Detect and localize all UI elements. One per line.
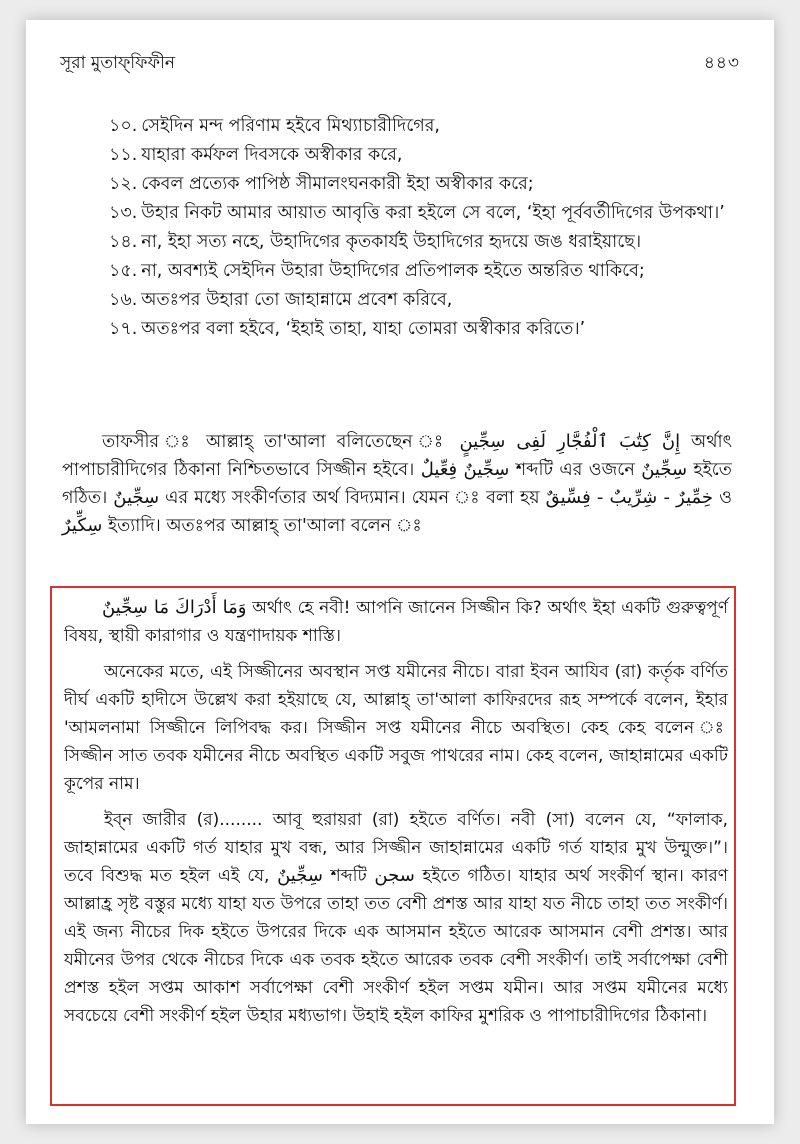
surah-title: সূরা মুতাফ্‌ফিফীন [60, 53, 176, 73]
verse-11: ১১. যাহারা কর্মফল দিবসকে অস্বীকার করে, [109, 145, 403, 165]
verse-14: ১৪. না, ইহা সত্য নহে, উহাদিগের কৃতকার্যই উহাদিগের হৃদয়ে জঙ ধরাইয়াছে। [109, 232, 642, 252]
box-paragraph-2: অনেকের মতে, এই সিজ্জীনের অবস্থান সপ্ত যমীনের নীচে। বারা ইবন আযিব (রা) কর্তৃক বর্ণিত দীর্ঘ একটি হাদীসে উল্লেখ করা হইয়াছে যে, আল্লাহ্ তা'আলা কাফিরদের রূহ সম্পর্কে বলেন, ইহার 'আমলনামা সিজ্জীনে লিপিবদ্ধ কর। সিজ্জীন সপ্ত যমীনের নীচে অবস্থিত। কেহ কেহ বলেন ঃ সিজ্জীন সাত তবক যমীনের নীচে অবস্থিত একটি সবুজ পাথরের নাম। কেহ বলেন, জাহান্নামের একটি কূপের নাম। [64, 662, 728, 794]
verse-13: ১৩. উহার নিকট আমার আয়াত আবৃত্তি করা হইলে সে বলে, ‘ইহা পূর্ববর্তীদিগের উপকথা।’ [109, 203, 725, 223]
tafsir-section [62, 428, 732, 540]
arabic-verse: إِنَّ كِتَٰبَ ٱلْفُجَّارِ لَفِى سِجِّينٍ [459, 431, 681, 452]
verse-10: ১০. সেইদিন মন্দ পরিণাম হইবে মিথ্যাচারীদিগের, [109, 116, 440, 136]
verse-list [62, 112, 732, 344]
highlighted-passage [64, 594, 728, 1038]
arabic-verse: وَمَا أَدْرَاكَ مَا سِجِّينٌ [102, 597, 247, 618]
page-header [40, 50, 740, 80]
verse-12: ১২. কেবল প্রত্যেক পাপিষ্ঠ সীমালংঘনকারী ইহা অস্বীকার করে; [109, 174, 534, 194]
tafsir-paragraph: তাফসীর ঃ আল্লাহ্ তা'আলা বলিতেছেন ঃ إِنَّ كِتَٰبَ ٱلْفُجَّارِ لَفِى سِجِّينٍ অর্থাৎ পাপাচারীদিগের ঠিকানা নিশ্চিতভাবে সিজ্জীন হইবে। فِعِّيلٌ سِجِّينٌ শব্দটি এর ওজনে سِجِّينٌ হইতে গঠিত। سِجِّينٌ এর মধ্যে সংকীর্ণতার অর্থ বিদ্যমান। যেমন ঃ বলা হয় خِمِّيرٌ - شِرِّيبٌ - فِسِّيقٌ ও سِكِّيرٌ ইত্যাদি। অতঃপর আল্লাহ্ তা'আলা বলেন ঃ [62, 431, 732, 536]
page-number: ৪৪৩ [703, 53, 740, 73]
box-paragraph-3: ইব্ন জারীর (র)........ আবূ হুরায়রা (রা) হইতে বর্ণিত। নবী (সা) বলেন যে, “ফালাক, জাহান্নামের একটি গর্ত যাহার মুখ বন্ধ, আর সিজ্জীন জাহান্নামের একটি গর্ত যাহার মুখ উন্মুক্ত।”। তবে বিশুদ্ধ মত হইল এই যে, سِجِّينٌ শব্দটি سجن হইতে গঠিত। যাহার অর্থ সংকীর্ণ স্থান। কারণ আল্লাহ্র সৃষ্ট বস্তুর মধ্যে যাহা যত উপরে তাহা তত বেশী প্রশস্ত আর যাহা যত নীচে তাহা তত সংকীর্ণ। এই জন্য নীচের দিক হইতে উপরের দিকে এক আসমান হইতে আরেক আসমান বেশী প্রশস্ত। আর যমীনের উপর থেকে নীচের দিকে এক তবক হইতে আরেক তবক বেশী সংকীর্ণ। তাই সর্বাপেক্ষা বেশী প্রশস্ত হইল সপ্তম আকাশ সর্বাপেক্ষা বেশী সংকীর্ণ হইল সপ্তম যমীন। আর সপ্তম যমীনের মধ্যে সবচেয়ে বেশী সংকীর্ণ হইল উহার মধ্যভাগ। উহাই হইল কাফির মুশরিক ও পাপাচারীদিগের ঠিকানা। [64, 810, 729, 1026]
box-paragraph-1: وَمَا أَدْرَاكَ مَا سِجِّينٌ অর্থাৎ হে নবী! আপনি জানেন সিজ্জীন কি? অর্থাৎ ইহা একটি গুরুত্বপূর্ণ বিষয়, স্থায়ী কারাগার ও যন্ত্রণাদায়ক শাস্তি। [64, 597, 728, 646]
verse-16: ১৬. অতঃপর উহারা তো জাহান্নামে প্রবেশ করিবে, [109, 290, 453, 310]
verse-17: ১৭. অতঃপর বলা হইবে, ‘ইহাই তাহা, যাহা তোমরা অস্বীকার করিতে।’ [109, 319, 586, 339]
verse-15: ১৫. না, অবশ্যই সেইদিন উহারা উহাদিগের প্রতিপালক হইতে অন্তরিত থাকিবে; [109, 261, 645, 281]
